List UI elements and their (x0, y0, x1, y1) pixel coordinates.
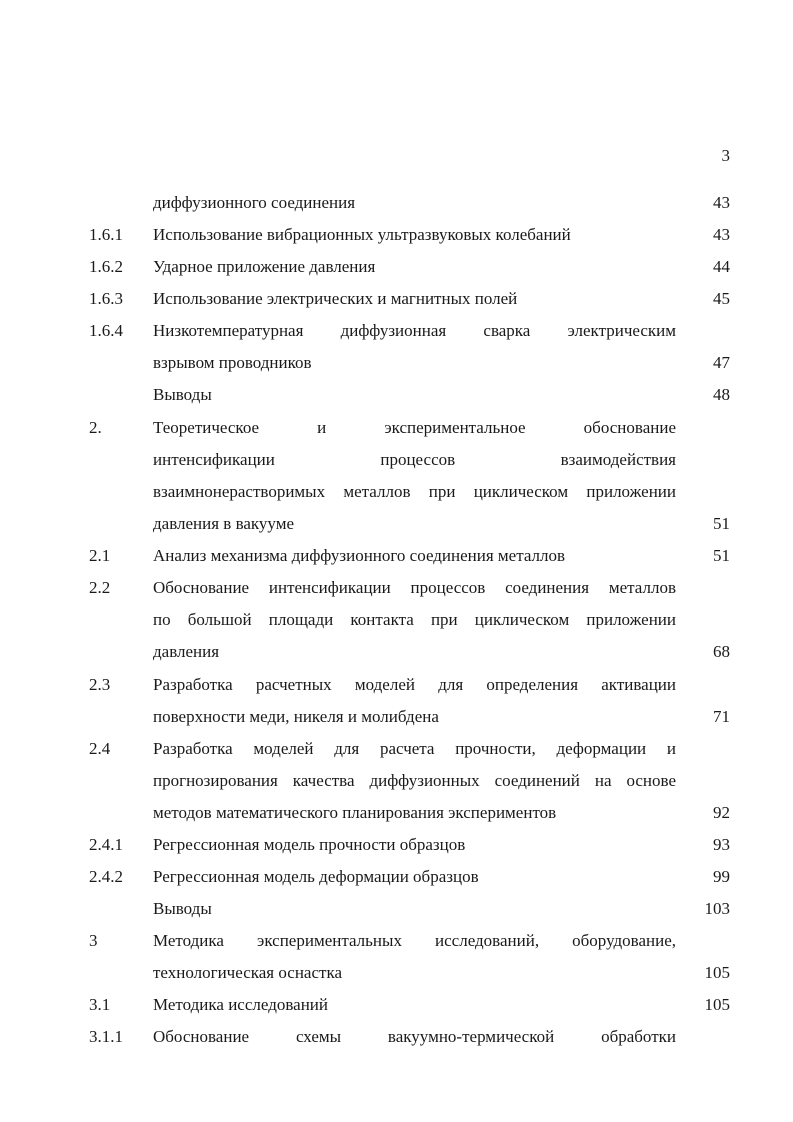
toc-entry (0, 961, 793, 985)
toc-entry (0, 351, 793, 375)
toc-entry-title: Использование вибрационных ультразвуковых колебаний (153, 225, 571, 244)
toc-entry (0, 448, 793, 472)
toc-entry (0, 705, 793, 729)
toc-entry-number: 1.6.1 (89, 225, 123, 244)
toc-entry (0, 929, 793, 953)
toc-entry-number: 1.6.3 (89, 289, 123, 308)
toc-entry-title: Обоснование интенсификации процессов соединения металлов (153, 578, 676, 597)
toc-entry (0, 512, 793, 536)
toc-entry-number: 3.1.1 (89, 1027, 123, 1046)
toc-entry-title: Теоретическое и экспериментальное обоснование (153, 418, 676, 437)
toc-entry (0, 416, 793, 440)
toc-entry-title: Методика экспериментальных исследований, оборудование, (153, 931, 676, 950)
toc-entry-number: 2.2 (89, 578, 111, 597)
toc-entry-title: методов математического планирования экспериментов (153, 803, 557, 822)
toc-entry-title: Разработка расчетных моделей для определения активации (153, 675, 676, 694)
toc-entry-title: по большой площади контакта при циклическом приложении (153, 610, 676, 629)
toc-entry (0, 737, 793, 761)
toc-entry (0, 801, 793, 825)
toc-entry-page: 105 (704, 995, 730, 1014)
toc-entry-title: Ударное приложение давления (153, 257, 376, 276)
toc-entry-title: Использование электрических и магнитных полей (153, 289, 518, 308)
toc-entry-number: 2. (89, 418, 102, 437)
toc-entry-page: 99 (713, 867, 730, 886)
toc-entry-title: Выводы (153, 899, 212, 918)
toc-entry-page: 48 (713, 385, 730, 404)
toc-entry (0, 993, 793, 1017)
toc-entry (0, 255, 793, 279)
toc-entry-page: 93 (713, 835, 730, 854)
toc-entry (0, 223, 793, 247)
toc-entry-number: 2.4.2 (89, 867, 123, 886)
toc-entry-title: Разработка моделей для расчета прочности, деформации и (153, 739, 676, 758)
toc-entry-title: интенсификации процессов взаимодействия (153, 450, 676, 469)
toc-entry-title: прогнозирования качества диффузионных соединений на основе (153, 771, 676, 790)
toc-entry (0, 544, 793, 568)
toc-entry-page: 47 (713, 353, 730, 372)
toc-entry-number: 1.6.2 (89, 257, 123, 276)
toc-entry (0, 640, 793, 664)
toc-entry (0, 576, 793, 600)
toc-entry-title: диффузионного соединения (153, 193, 356, 212)
toc-entry-page: 43 (713, 193, 730, 212)
toc-entry-page: 71 (713, 707, 730, 726)
toc-entry-number: 2.1 (89, 546, 111, 565)
toc-entry (0, 319, 793, 343)
toc-entry-title: давления в вакууме (153, 514, 295, 533)
toc-entry-title: Регрессионная модель прочности образцов (153, 835, 466, 854)
toc-entry (0, 287, 793, 311)
toc-entry-number: 1.6.4 (89, 321, 123, 340)
toc-entry-page: 68 (713, 642, 730, 661)
toc-entry-number: 2.3 (89, 675, 111, 694)
toc-entry-number: 3.1 (89, 995, 111, 1014)
toc-entry (0, 769, 793, 793)
toc-entry (0, 833, 793, 857)
toc-entry-page: 45 (713, 289, 730, 308)
toc-entry (0, 608, 793, 632)
toc-entry-page: 103 (704, 899, 730, 918)
page-number: 3 (721, 146, 730, 165)
toc-entry-page: 44 (713, 257, 730, 276)
toc-entry-title: Выводы (153, 385, 212, 404)
toc-entry-number: 2.4.1 (89, 835, 123, 854)
toc-entry (0, 383, 793, 407)
toc-entry-title: Обоснование схемы вакуумно-термической обработки (153, 1027, 676, 1046)
toc-entry-page: 43 (713, 225, 730, 244)
toc-entry-title: Анализ механизма диффузионного соединения металлов (153, 546, 566, 565)
toc-entry (0, 897, 793, 921)
toc-entry-number: 2.4 (89, 739, 111, 758)
toc-entry-title: технологическая оснастка (153, 963, 342, 982)
toc-entry-title: давления (153, 642, 220, 661)
toc-entry (0, 1025, 793, 1049)
toc-entry-page: 51 (713, 546, 730, 565)
toc-entry-title: взрывом проводников (153, 353, 312, 372)
toc-entry-number: 3 (89, 931, 98, 950)
toc-entry-title: взаимнонерастворимых металлов при циклическом приложении (153, 482, 676, 501)
toc-entry-page: 51 (713, 514, 730, 533)
toc-entry-title: Регрессионная модель деформации образцов (153, 867, 479, 886)
toc-entry (0, 673, 793, 697)
toc-entry-page: 92 (713, 803, 730, 822)
toc-entry (0, 480, 793, 504)
toc-entry-title: поверхности меди, никеля и молибдена (153, 707, 439, 726)
toc-entry (0, 865, 793, 889)
toc-entry-title: Низкотемпературная диффузионная сварка электрическим (153, 321, 676, 340)
toc-entry-title: Методика исследований (153, 995, 328, 1014)
toc-entry-page: 105 (704, 963, 730, 982)
toc-entry (0, 191, 793, 215)
